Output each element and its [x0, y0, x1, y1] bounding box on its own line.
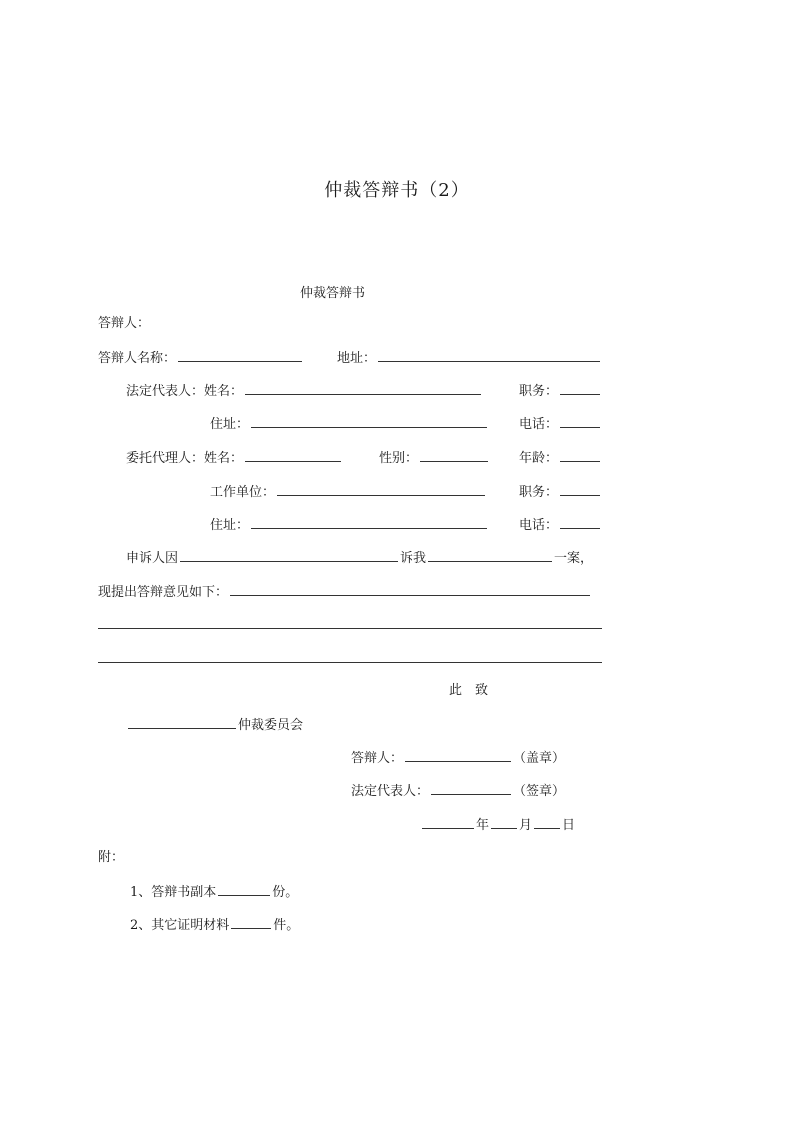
legal-rep-address-field[interactable] [251, 414, 487, 428]
opinion-row [98, 582, 592, 602]
legal-rep-signature-row [351, 781, 565, 801]
claim-reason-field[interactable] [180, 548, 398, 562]
committee-name-field[interactable] [128, 715, 236, 729]
legal-rep-signature-field[interactable] [431, 781, 511, 795]
agent-name-field[interactable] [245, 448, 341, 462]
opinion-label: 现提出答辩意见如下： [98, 585, 229, 600]
agent-phone-row [519, 515, 602, 535]
respondent-signature-row [351, 748, 565, 768]
respondent-address-row [337, 348, 602, 368]
opinion-field-3[interactable] [98, 662, 602, 663]
attachment-item-1-count-field[interactable] [218, 882, 270, 896]
attachment-item-2-suffix: 件。 [273, 918, 300, 933]
legal-rep-phone-field[interactable] [560, 414, 600, 428]
seal-note: （盖章） [513, 751, 566, 766]
agent-age-row [519, 448, 602, 468]
respondent-address-field[interactable] [378, 348, 600, 362]
respondent-signature-field[interactable] [405, 748, 511, 762]
claim-middle: 诉我 [400, 551, 427, 566]
claim-row [126, 548, 593, 568]
agent-name-label: 姓名： [204, 451, 244, 466]
attachment-item-1-prefix: 1、答辩书副本 [130, 885, 217, 900]
respondent-name-row [98, 348, 304, 368]
committee-suffix: 仲裁委员会 [238, 718, 304, 733]
date-month-label: 月 [519, 818, 533, 833]
legal-rep-label: 法定代表人： [126, 384, 205, 399]
date-month-field[interactable] [491, 815, 517, 829]
opinion-field-1[interactable] [230, 582, 590, 596]
respondent-name-label: 答辩人名称： [98, 351, 177, 366]
respondent-signature-label: 答辩人： [351, 751, 404, 766]
form-subtitle: 仲裁答辩书 [300, 286, 366, 301]
legal-rep-position-field[interactable] [560, 381, 600, 395]
attachment-item-2-prefix: 2、其它证明材料 [130, 918, 230, 933]
date-year-field[interactable] [422, 815, 474, 829]
agent-age-field[interactable] [560, 448, 600, 462]
agent-workplace-row [210, 482, 487, 502]
page-title: 仲裁答辩书（2） [324, 180, 470, 201]
agent-workplace-field[interactable] [277, 482, 485, 496]
salutation: 此 致 [449, 683, 489, 698]
agent-position-row [519, 482, 602, 502]
agent-age-label: 年龄： [519, 451, 559, 466]
respondent-name-field[interactable] [178, 348, 302, 362]
date-row [420, 815, 575, 835]
agent-phone-label: 电话： [519, 518, 559, 533]
attachment-item-2 [130, 915, 299, 935]
legal-rep-name-row [126, 381, 483, 401]
agent-name-row [126, 448, 343, 468]
legal-rep-signature-label: 法定代表人： [351, 784, 430, 799]
agent-address-row [210, 515, 489, 535]
committee-row [126, 715, 303, 735]
agent-address-label: 住址： [210, 518, 250, 533]
claim-suffix: 一案， [554, 551, 594, 566]
date-day-field[interactable] [534, 815, 560, 829]
respondent-heading: 答辩人： [98, 316, 151, 331]
agent-gender-field[interactable] [420, 448, 488, 462]
agent-gender-label: 性别： [379, 451, 419, 466]
legal-rep-position-label: 职务： [519, 384, 559, 399]
date-year-label: 年 [476, 818, 490, 833]
agent-phone-field[interactable] [560, 515, 600, 529]
claim-prefix: 申诉人因 [126, 551, 179, 566]
legal-rep-address-row [210, 414, 489, 434]
date-day-label: 日 [562, 818, 576, 833]
agent-gender-row [379, 448, 490, 468]
attachment-item-2-count-field[interactable] [231, 915, 271, 929]
opinion-field-2[interactable] [98, 628, 602, 629]
legal-rep-name-label: 姓名： [204, 384, 244, 399]
legal-rep-name-field[interactable] [245, 381, 481, 395]
legal-rep-phone-row [519, 414, 602, 434]
agent-address-field[interactable] [251, 515, 487, 529]
legal-rep-phone-label: 电话： [519, 417, 559, 432]
agent-position-field[interactable] [560, 482, 600, 496]
claim-subject-field[interactable] [428, 548, 552, 562]
respondent-address-label: 地址： [337, 351, 377, 366]
legal-rep-position-row [519, 381, 602, 401]
attachments-heading: 附： [98, 850, 125, 865]
legal-rep-address-label: 住址： [210, 417, 250, 432]
agent-workplace-label: 工作单位： [210, 485, 276, 500]
attachment-item-1-suffix: 份。 [272, 885, 299, 900]
sign-note: （签章） [513, 784, 566, 799]
attachment-item-1 [130, 882, 298, 902]
agent-position-label: 职务： [519, 485, 559, 500]
agent-label: 委托代理人： [126, 451, 205, 466]
